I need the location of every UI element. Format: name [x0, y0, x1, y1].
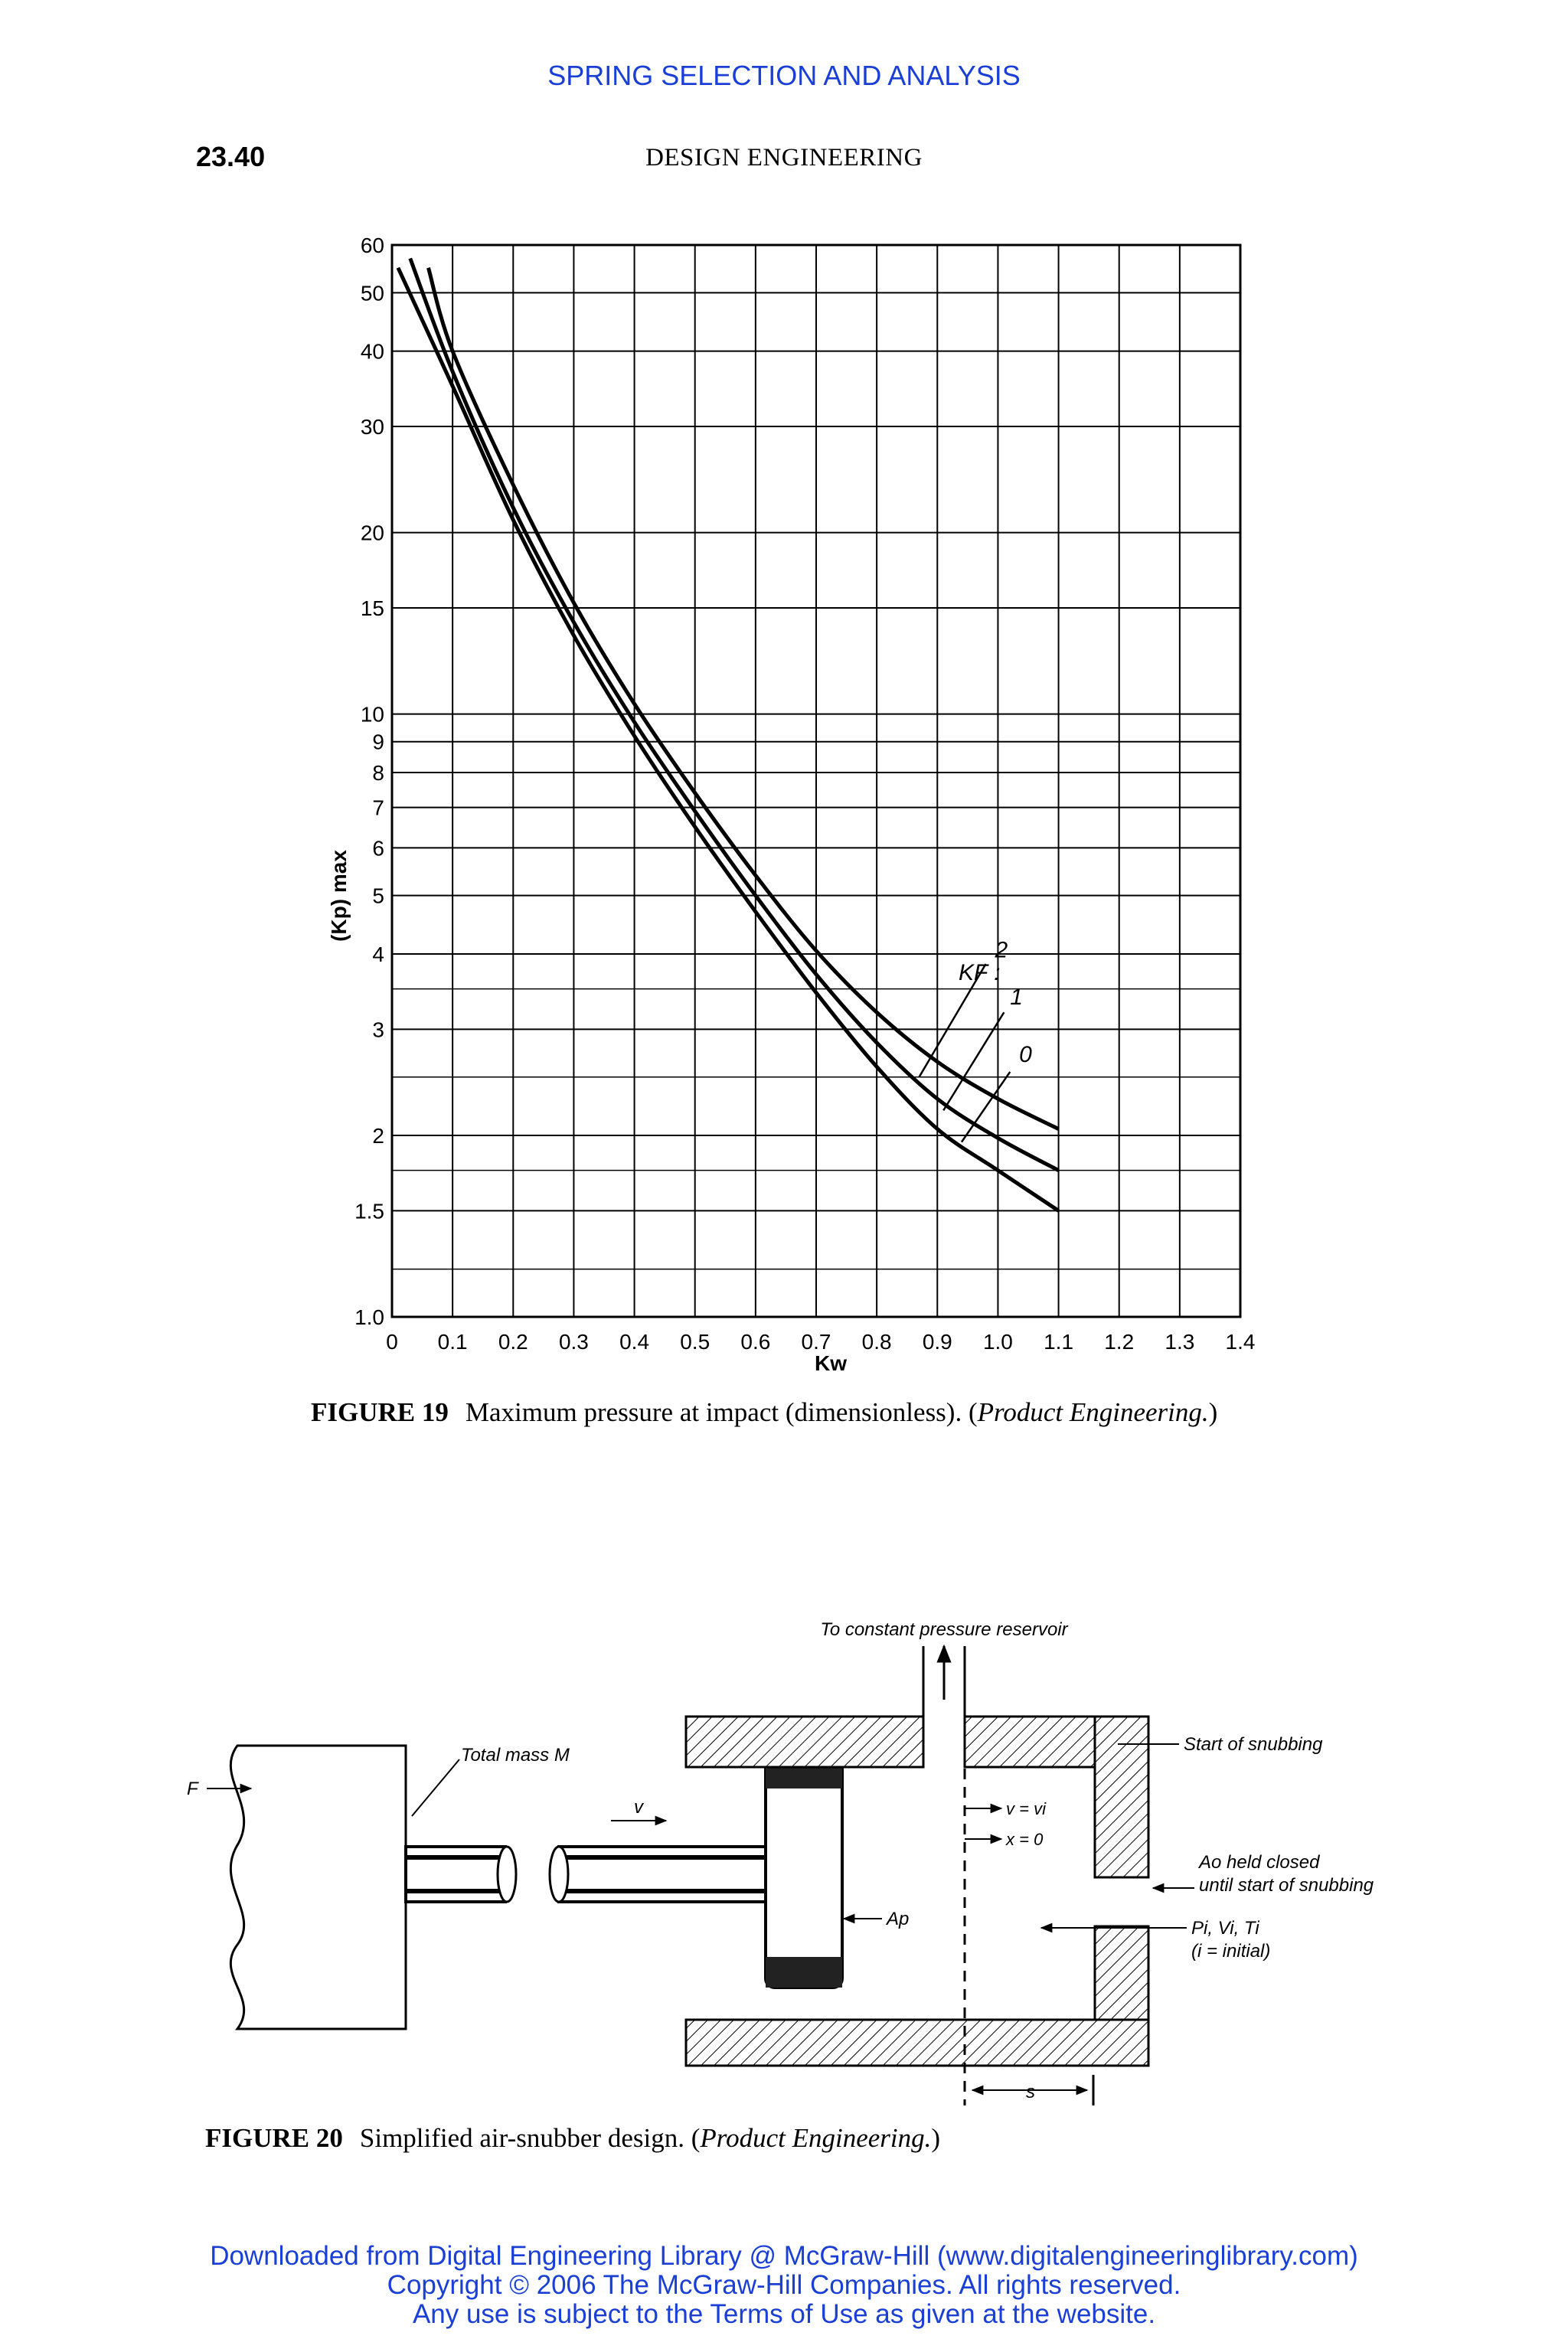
legend-label-1: 1 — [1010, 984, 1023, 1010]
header-link[interactable]: SPRING SELECTION AND ANALYSIS — [547, 60, 1021, 91]
x-tick-label: 1.2 — [1104, 1330, 1135, 1354]
figure19-source: Product Engineering. — [977, 1397, 1209, 1427]
figure20-label: FIGURE 20 — [205, 2123, 343, 2153]
figure20-caption — [205, 2121, 1354, 2156]
stroke-label: s — [1026, 2082, 1035, 2102]
x-tick-label: 1.0 — [982, 1330, 1013, 1354]
velocity-label: v — [634, 1797, 643, 1818]
curve-kf-0 — [398, 268, 1059, 1211]
y-tick-label: 1.5 — [354, 1199, 384, 1223]
y-tick-label: 15 — [360, 596, 384, 621]
legend-label-0: 0 — [1019, 1041, 1032, 1067]
x-axis-label: Kw — [815, 1351, 847, 1375]
footer — [0, 2242, 1568, 2329]
figure19-chart — [322, 230, 1286, 1375]
x-tick-label: 0.1 — [437, 1330, 468, 1354]
legend-label-2: 2 — [995, 937, 1008, 963]
y-tick-label: 9 — [372, 730, 384, 754]
y-axis-label: (Kp) max — [327, 850, 351, 942]
start-snubbing-label: Start of snubbing — [1184, 1734, 1323, 1755]
y-tick-label: 2 — [372, 1123, 384, 1148]
v-equals-label: v = vi — [1006, 1799, 1046, 1818]
x-tick-label: 1.3 — [1165, 1330, 1195, 1354]
footer-line1[interactable]: Downloaded from Digital Engineering Library @ McGraw-Hill (www.digitalengineeringlibrary.com) — [210, 2241, 1358, 2271]
piston-head — [766, 1758, 842, 1988]
legend-leader — [920, 964, 986, 1077]
figure19-label: FIGURE 19 — [311, 1397, 449, 1427]
x-tick-label: 1.1 — [1044, 1330, 1074, 1354]
x-tick-label: 0 — [386, 1330, 398, 1354]
footer-line3: Any use is subject to the Terms of Use as given at the website. — [412, 2299, 1156, 2329]
y-tick-label: 10 — [360, 702, 384, 727]
x-tick-label: 0.4 — [619, 1330, 650, 1354]
x-tick-label: 0.5 — [680, 1330, 710, 1354]
y-tick-label: 3 — [372, 1018, 384, 1042]
piston-area-label: Ap — [887, 1909, 910, 1929]
force-label: F — [187, 1779, 198, 1799]
reservoir-label: To constant pressure reservoir — [820, 1619, 1068, 1640]
mass-label: Total mass M — [461, 1745, 570, 1766]
x-tick-label: 0.3 — [558, 1330, 589, 1354]
page-number: 23.40 — [196, 141, 266, 172]
x-tick-label: 0.9 — [922, 1330, 952, 1354]
legend-title: KF : — [959, 960, 1001, 985]
piston-rod-left — [406, 1847, 505, 1902]
y-tick-label: 20 — [360, 521, 384, 545]
y-tick-label: 60 — [360, 234, 384, 257]
footer-line2: Copyright © 2006 The McGraw-Hill Companies. All rights reserved. — [387, 2270, 1181, 2300]
figure20-caption-end: ) — [931, 2123, 941, 2153]
pvt-label-line1: Pi, Vi, Ti — [1191, 1918, 1259, 1939]
ao-label-line1: Ao held closed — [1199, 1852, 1320, 1873]
ao-label-line2: until start of snubbing — [1199, 1875, 1374, 1896]
x-tick-label: 1.4 — [1225, 1330, 1256, 1354]
figure20-diagram — [176, 1615, 1416, 2105]
mass-body — [230, 1746, 406, 2029]
y-tick-label: 6 — [372, 836, 384, 861]
cylinder-bottom-wall — [686, 2020, 1148, 2066]
y-tick-label: 4 — [372, 942, 384, 966]
y-tick-label: 8 — [372, 760, 384, 785]
y-tick-label: 40 — [360, 339, 384, 364]
y-tick-label: 5 — [372, 884, 384, 908]
x-tick-label: 0.8 — [861, 1330, 892, 1354]
y-tick-label: 7 — [372, 795, 384, 820]
running-head: DESIGN ENGINEERING — [645, 144, 923, 172]
y-tick-label: 1.0 — [354, 1305, 384, 1329]
figure20-source: Product Engineering. — [700, 2123, 932, 2153]
figure20-caption-text: Simplified air-snubber design. ( — [359, 2123, 701, 2153]
x-tick-label: 0.2 — [498, 1330, 528, 1354]
y-tick-label: 30 — [360, 415, 384, 439]
x-equals-label: x = 0 — [1006, 1830, 1044, 1849]
figure19-caption — [311, 1395, 1260, 1430]
x-tick-label: 0.6 — [740, 1330, 771, 1354]
piston-rod-right — [559, 1847, 767, 1902]
cylinder-top-wall — [686, 1717, 923, 1767]
figure19-caption-end: ) — [1208, 1397, 1218, 1427]
figure19-caption-text: Maximum pressure at impact (dimensionless). ( — [465, 1397, 978, 1427]
x-tick-label: 0.7 — [801, 1330, 831, 1354]
y-tick-label: 50 — [360, 281, 384, 305]
cylinder-end-upper — [1095, 1717, 1148, 1877]
pvt-label-line2: (i = initial) — [1191, 1941, 1271, 1962]
